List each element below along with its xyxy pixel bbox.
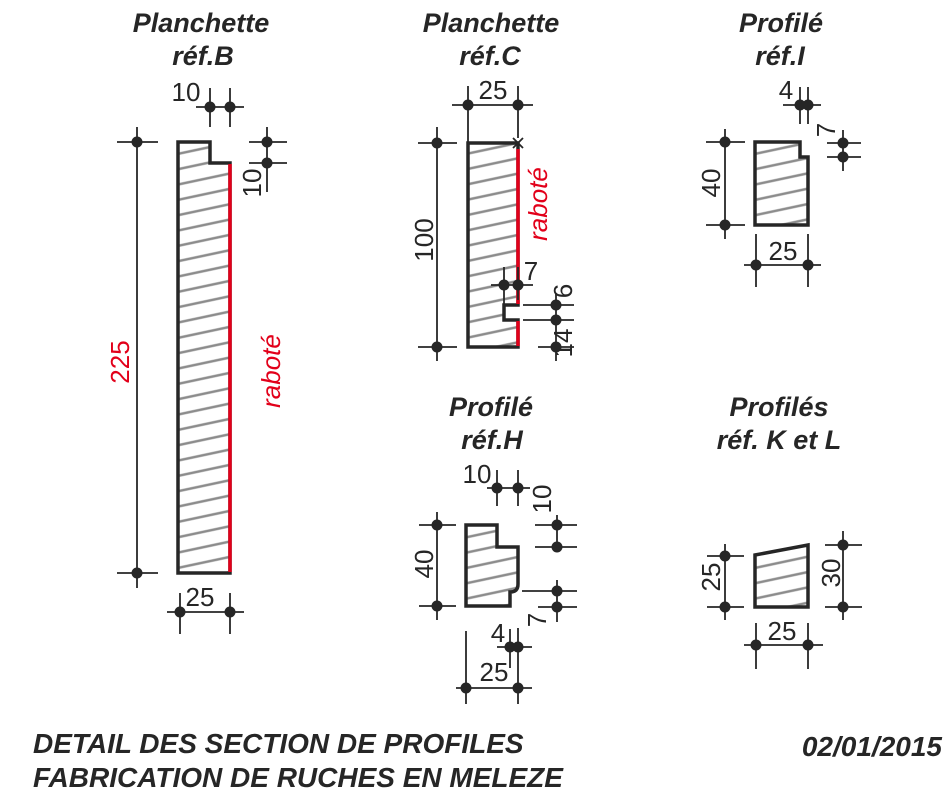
sheet-date: 02/01/2015 — [801, 731, 942, 762]
profile-c-planed-label: raboté — [523, 167, 553, 241]
profile-kl-dim-right-height: 30 — [816, 558, 846, 588]
profile-i-dim-notch-width: 4 — [778, 75, 794, 105]
profile-h-dim-width: 25 — [479, 657, 509, 687]
profile-c-dim-groove-offset: 14 — [548, 328, 578, 358]
profile-c-dim-width: 25 — [478, 75, 508, 105]
profile-h-dim-notch-height: 7 — [522, 612, 552, 628]
profile-b-dim-notch-width: 10 — [171, 77, 201, 107]
profile-b-title-line1: Planchette — [132, 8, 270, 38]
sheet-title-line1: DETAIL DES SECTION DE PROFILES — [33, 728, 524, 759]
profile-kl-dim-width: 25 — [767, 616, 797, 646]
profile-i-dim-width: 25 — [768, 236, 798, 266]
profile-c-title-line1: Planchette — [422, 8, 560, 38]
profile-kl-title-line2: réf. K et L — [716, 425, 842, 455]
profile-c-dim-groove-depth: 7 — [523, 256, 539, 286]
profile-b-shape — [178, 142, 230, 573]
profile-h-dim-tab-width: 10 — [462, 459, 492, 489]
profile-c-dim-groove-height: 6 — [548, 283, 578, 299]
profile-b-dim-notch-depth: 10 — [237, 168, 267, 198]
sheet-title-line2: FABRICATION DE RUCHES EN MELEZE — [33, 762, 563, 793]
profile-c-title-line2: réf.C — [459, 41, 521, 71]
profile-kl-shape — [755, 545, 808, 607]
profile-b-title-line2: réf.B — [172, 41, 234, 71]
profile-h-dim-step-depth: 10 — [527, 484, 557, 514]
profile-i-shape — [755, 142, 808, 225]
profile-i-title-line2: réf.I — [755, 41, 805, 71]
profile-kl-title-line1: Profilés — [729, 392, 829, 422]
profile-c-shape — [468, 143, 518, 347]
profile-c-dim-height: 100 — [409, 218, 439, 262]
profile-h-dim-notch-width: 4 — [490, 618, 506, 648]
profile-i-title-line1: Profilé — [738, 8, 824, 38]
profile-b-dim-height: 225 — [105, 340, 135, 384]
profile-h-title-line2: réf.H — [461, 425, 523, 455]
profile-h-dim-height: 40 — [409, 549, 439, 579]
profile-h-title-line1: Profilé — [448, 392, 534, 422]
profile-b-planed-label: raboté — [256, 334, 286, 408]
profile-kl-drawing — [707, 531, 862, 669]
profile-h-shape — [466, 525, 518, 606]
profile-b-dim-width: 25 — [185, 582, 215, 612]
profile-i-dim-notch-depth: 7 — [811, 122, 841, 138]
profile-i-dim-height: 40 — [696, 168, 726, 198]
profile-kl-dim-left-height: 25 — [696, 562, 726, 592]
